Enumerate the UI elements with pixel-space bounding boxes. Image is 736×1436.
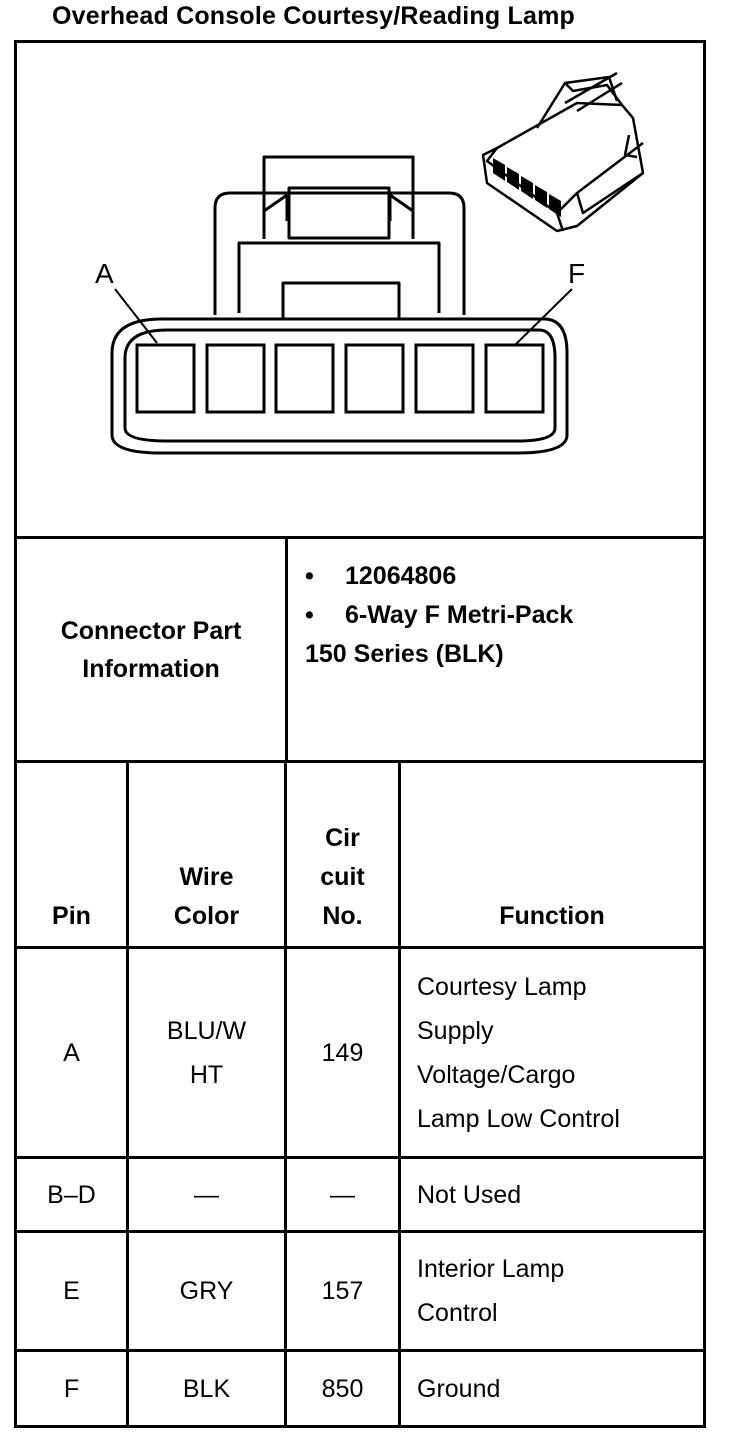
latch-tab	[283, 283, 399, 319]
function-line: Voltage/Cargo	[417, 1060, 576, 1089]
cavity-b	[207, 345, 264, 412]
header-function: Function	[499, 902, 605, 930]
table-row-e-circuit: 157	[321, 1277, 364, 1305]
function-line: Lamp Low Control	[417, 1104, 620, 1133]
connector-part-info-values	[305, 557, 695, 674]
part-number: 12064806	[345, 562, 457, 590]
connector-part-info-row	[17, 539, 703, 763]
bullet-icon: •	[305, 601, 314, 629]
table-row-a-function	[417, 949, 701, 1156]
function-line: Control	[417, 1299, 498, 1327]
cavity-a	[137, 345, 194, 412]
function-line: Courtesy Lamp	[417, 972, 587, 1001]
connector-drawing	[17, 43, 703, 536]
info-label-line2: Information	[82, 654, 220, 683]
header-circuit	[287, 819, 398, 936]
pin-label-a: A	[95, 258, 114, 289]
connector-type: 6-Way F Metri-Pack	[345, 601, 574, 629]
connector-end-view-table	[14, 40, 706, 1428]
bullet-icon: •	[305, 562, 314, 590]
wire-color-line1: BLU/W	[166, 1016, 247, 1045]
latch-window	[289, 188, 389, 238]
header-circuit-line2: cuit	[320, 863, 365, 891]
connector-body-outer	[112, 319, 567, 453]
function-line: Interior Lamp	[417, 1255, 565, 1283]
table-row-bd-circuit: —	[330, 1180, 355, 1209]
header-circuit-line1: Cir	[325, 824, 360, 852]
table-row-f-wire: BLK	[182, 1374, 231, 1403]
connector-type-line	[305, 596, 695, 635]
table-row-bd-wire: —	[194, 1180, 219, 1209]
cavity-e	[416, 345, 473, 412]
connector-series: 150 Series (BLK)	[305, 640, 504, 668]
header-wire-color	[129, 858, 284, 936]
part-number-line	[305, 557, 695, 596]
table-row-f-circuit: 850	[321, 1374, 364, 1403]
function-line: Supply	[417, 1016, 494, 1045]
header-pin: Pin	[52, 902, 91, 930]
table-row-f-pin: F	[63, 1374, 80, 1403]
pin-table	[17, 763, 703, 1425]
latch-housing	[215, 193, 464, 315]
connector-illustration	[17, 43, 703, 539]
table-row-a-circuit: 149	[321, 1038, 364, 1067]
header-wire-color-line1: Wire	[179, 863, 234, 891]
connector-part-info-label	[17, 539, 288, 760]
cavity-f	[486, 345, 543, 412]
table-row-bd-pin: B–D	[47, 1180, 96, 1209]
wire-color-line2: HT	[189, 1060, 224, 1089]
page-title: Overhead Console Courtesy/Reading Lamp	[52, 2, 575, 30]
table-row-f-function: Ground	[417, 1374, 501, 1403]
connector-isometric-view	[483, 73, 643, 231]
table-row-a-pin: A	[63, 1038, 80, 1067]
info-label-line1: Connector Part	[60, 616, 242, 645]
table-row-e-function	[417, 1233, 701, 1349]
pin-label-f: F	[568, 258, 586, 289]
table-row-a-wire	[129, 949, 284, 1156]
cavity-d	[346, 345, 403, 412]
table-row-bd-function: Not Used	[417, 1180, 522, 1209]
connector-body-inner	[125, 330, 555, 441]
header-wire-color-line2: Color	[173, 902, 240, 930]
table-row-e-wire: GRY	[179, 1277, 234, 1305]
header-circuit-line3: No.	[322, 902, 363, 930]
cavity-c	[276, 345, 333, 412]
table-row-e-pin: E	[63, 1277, 80, 1305]
